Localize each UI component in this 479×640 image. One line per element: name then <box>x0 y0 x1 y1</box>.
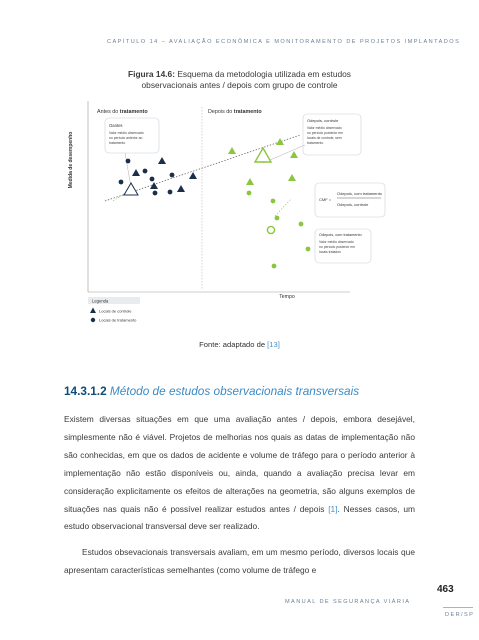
section-heading <box>64 384 359 398</box>
treated-desc-2: no período posterior em <box>319 245 355 249</box>
control-desc-3: locais de controle, sem <box>307 136 342 140</box>
control-symbol: Odepois, controle <box>307 118 339 123</box>
footer-org: DER/SP <box>445 612 475 618</box>
treatment-point <box>153 191 158 196</box>
control-point <box>158 157 166 164</box>
reference-link[interactable]: [1] <box>328 503 338 514</box>
treatment-point <box>299 222 304 227</box>
control-point <box>177 185 185 192</box>
body-text <box>64 411 415 588</box>
after-control-mean-marker <box>255 148 271 162</box>
before-desc-3: tratamento <box>109 141 126 145</box>
paragraph-2: Estudos obsevacionais transversais avaliam, em um mesmo período, diversos locais que apresentam características semelhantes (como volume de tráfego e <box>64 547 415 576</box>
legend-title: Legenda <box>92 298 109 304</box>
control-point <box>288 174 296 181</box>
figure-source: Fonte: adaptado de [13] <box>199 340 280 349</box>
treatment-point <box>275 216 280 221</box>
legend-triangle-icon <box>90 308 96 314</box>
methodology-diagram <box>68 99 382 335</box>
control-point <box>246 178 254 185</box>
figure-label: Figura 14.6: <box>128 69 176 79</box>
before-symbol: Oantes <box>109 123 123 128</box>
source-reference-link[interactable]: [13] <box>267 340 280 349</box>
section-title: Método de estudos observacionais transversais <box>109 384 360 398</box>
figure-title <box>0 69 479 91</box>
control-desc-1: Valor médio observado <box>307 126 342 130</box>
x-axis-label: Tempo <box>279 294 295 300</box>
before-mean-marker <box>124 183 138 195</box>
cmf-lhs: CMF = <box>319 197 332 202</box>
cmf-denominator: Odepois, controle <box>337 202 369 207</box>
treatment-point <box>170 173 175 178</box>
control-point <box>132 169 140 176</box>
treatment-point <box>247 191 252 196</box>
before-desc-1: Valor médio observado <box>109 131 144 135</box>
treated-desc-1: Valor médio observado <box>319 240 354 244</box>
figure-title-line2: observacionais antes / depois com grupo de controle <box>141 80 338 90</box>
after-treated-mean-marker <box>267 226 274 233</box>
treatment-point <box>272 264 277 269</box>
before-desc-2: no período anterior ao <box>109 136 143 140</box>
before-treatment-label: Antes do tratamento <box>97 109 148 115</box>
treatment-point <box>119 180 124 185</box>
treatment-point <box>168 190 173 195</box>
footer-manual: MANUAL DE SEGURANÇA VIÁRIA <box>285 599 411 605</box>
treatment-point <box>150 177 155 182</box>
control-point <box>290 151 298 158</box>
control-desc-2: no período posterior em <box>307 131 343 135</box>
after-treatment-label: Depois do tratamento <box>208 109 262 115</box>
control-point <box>228 147 236 154</box>
cmf-numerator: Odepois, com tratamento <box>337 191 382 196</box>
treated-symbol: Odepois, com tratamento <box>319 233 362 237</box>
control-point <box>189 172 197 179</box>
treated-desc-3: locais tratados <box>319 250 341 254</box>
treatment-point <box>306 247 311 252</box>
paragraph-1: Existem diversas situações em que uma avaliação antes / depois, embora desejável, simplesmente não é viável. Projetos de melhorias nos quais as datas de implementação não são conhecidas, em que os dados de acidente e volume de tráfego para o período anterior à implementação não estão disponíveis ou, ainda, quando a avaliação precisa levar em consideração explicitamente os efeitos de alterações na geometria, são alguns exemplos de situações nas quais não é possível realizar estudos antes / depois [1]. Nesses casos, um estudo observacional transversal deve ser realizado. <box>64 414 415 532</box>
page-number: 463 <box>437 584 454 595</box>
footer-divider <box>443 607 473 608</box>
chapter-header: CAPÍTULO 14 – AVALIAÇÃO ECONÔMICA E MONITORAMENTO DE PROJETOS IMPLANTADOS <box>107 39 461 45</box>
legend-treatment: Locais de tratamento <box>99 317 137 323</box>
control-desc-4: tratamento <box>307 141 324 145</box>
figure-title-line1: Esquema da metodologia utilizada em estudos <box>175 69 351 79</box>
y-axis-label: Medida de desempenho <box>68 131 74 189</box>
treatment-point <box>126 159 131 164</box>
legend-control: Locais de controle <box>99 308 132 314</box>
treatment-point <box>271 199 276 204</box>
section-number: 14.3.1.2 <box>64 384 107 398</box>
treatment-point <box>143 169 148 174</box>
legend-circle-icon <box>91 318 95 322</box>
control-point <box>276 138 284 145</box>
